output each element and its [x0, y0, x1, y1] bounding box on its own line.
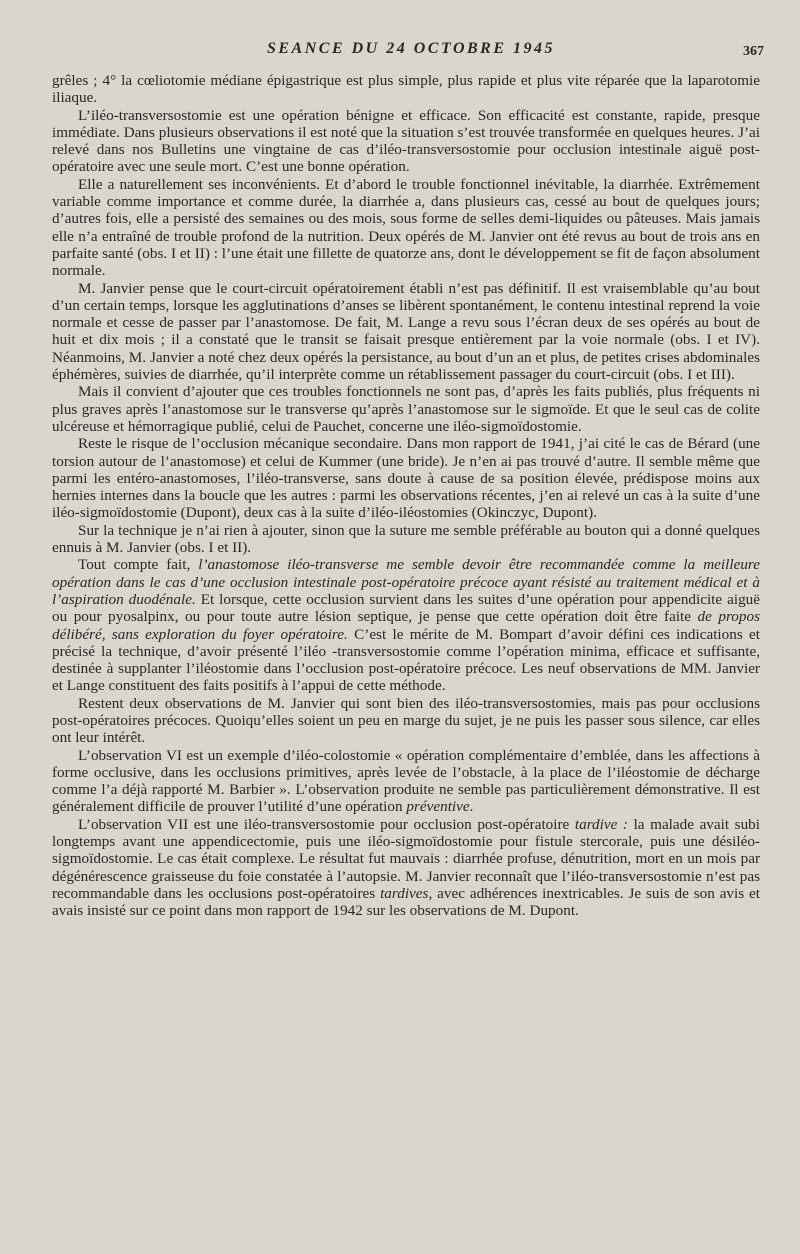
- text-run: M. Janvier pense que le court-circuit opératoirement établi n’est pas définitif. Il est vraisemblable qu’au bout d’un certain temps, lorsque les agglutinations d’anses se libèrent spontanément, le contenu intestinal reprend la voie normale et cesse de passer par l’anastomose. De fait, M. Lange a revu sous l’écran deux de ses opérés au bout de huit et dix mois ; il a constaté que le transit se faisait presque entièrement par la voie normale (obs. I et IV). Néanmoins, M. Janvier a noté chez deux opérés la persistance, au bout d’un an et plus, de petites crises abdominales éphémères, suivies de diarrhée, qu’il interprète comme un rétablissement passager du court-circuit (obs. I et III).: [52, 279, 760, 384]
- paragraph-11: [52, 816, 760, 920]
- text-run: Tout compte fait,: [78, 556, 199, 574]
- paragraph-7: [52, 522, 760, 557]
- paragraph-2: [52, 107, 760, 176]
- paragraph-6: [52, 435, 760, 521]
- running-title: SEANCE DU 24 OCTOBRE 1945: [266, 40, 556, 57]
- text-run: Restent deux observations de M. Janvier qui sont bien des iléo-transversostomies, mais pas pour occlusions post-opératoires précoces. Quoiqu’elles soient un peu en marge du sujet, je ne puis les passer sous silence, car elles ont leur intérêt.: [52, 694, 760, 747]
- text-run: Reste le risque de l’occlusion mécanique secondaire. Dans mon rapport de 1941, j’ai cité le cas de Bérard (une torsion autour de l’anastomose) et celui de Kummer (une bride). Je n’en ai pas trouvé d’autre. Il semble même que parmi les entéro-anastomoses, l’iléo-transverse, sans doute à cause de sa position élevée, prédispose moins aux hernies internes dans la boucle que les autres : parmi les observations récentes, j’en ai relevé un cas à la suite d’une iléo-sigmoïdostomie (Dupont), deux cas à la suite d’iléo-iléostomies (Okinczyc, Dupont).: [52, 435, 760, 522]
- text-run: Elle a naturellement ses inconvénients. Et d’abord le trouble fonctionnel inévitable, la diarrhée. Extrêmement variable comme importance et comme durée, la diarrhée a, dans plusieurs cas, cessé au bout de quelques jours; d’autres fois, elle a persisté des semaines ou des mois, sous forme de selles demi-liquides ou pâteuses. Mais jamais elle n’a entraîné de trouble profond de la nutrition. Deux opérés de M. Janvier ont été revus au bout de trois ans en parfaite santé (obs. I et II) : l’une était une fillette de quatorze ans, dont le développement se fit de façon absolument normale.: [52, 175, 760, 280]
- paragraph-5: [52, 383, 760, 435]
- text-run: L’observation VI est un exemple d’iléo-colostomie « opération complémentaire d’emblée, dans les affections à forme occlusive, dans les occlusions primitives, après levée de l’obstacle, à la place de l’iléostomie de décharge comme l’a déjà rapporté M. Barbier ». L’observation produite ne semble pas particulièrement démonstrative. Il est généralement difficile de prouver l’utilité d’une opération: [52, 746, 760, 816]
- text-run: grêles ; 4° la cœliotomie médiane épigastrique est plus simple, plus rapide et plus vite réparée que la laparotomie iliaque.: [52, 72, 760, 107]
- text-run: L’observation VII est une iléo-transversostomie pour occlusion post-opératoire: [78, 815, 575, 833]
- body-text: [52, 72, 760, 920]
- text-run: Et lorsque, cette occlusion survient dans les suites d’une opération pour appendicite aiguë ou pour pyosalpinx, ou pour toute autre lésion septique, je pense que cette opération doit être faite: [52, 590, 760, 626]
- paragraph-1: [52, 72, 760, 107]
- text-run: C’est le mérite de M. Bompart d’avoir défini ces indications et précisé la technique, d’avoir présenté l’iléo -transversostomie comme l’opération minima, efficace et suffisante, destinée à supplanter l’iléostomie dans l’occlusion post-opératoire précoce. Les neuf observations de MM. Janvier et Lange constituent des faits positifs à l’appui de cette méthode.: [52, 625, 760, 695]
- page-header: [52, 38, 770, 72]
- paragraph-10: [52, 747, 760, 816]
- italic-word: préventive: [406, 798, 470, 816]
- paragraph-4: [52, 280, 760, 384]
- paragraph-9: [52, 695, 760, 747]
- italic-word: tardive :: [574, 815, 628, 833]
- text-run: .: [469, 798, 474, 816]
- page-number: 367: [743, 44, 764, 59]
- text-run: Mais il convient d’ajouter que ces troubles fonctionnels ne sont pas, d’après les faits publiés, plus fréquents ni plus graves après l’anastomose sur le transverse qu’après l’anastomose sur le sigmoïde. Et que le seul cas de colite ulcéreuse et hémorragique publié, celui de Pauchet, concerne une iléo-sigmoïdostomie.: [52, 383, 760, 435]
- text-run: la malade avait subi longtemps avant une appendicectomie, puis une iléo-sigmoïdostomie pour fistule stercorale, puis une désiléo-sigmoïdostomie. Le cas était complexe. Le résultat fut mauvais : diarrhée profuse, dénutrition, mort en un mois par dégénérescence graisseuse du foie constatée à l’autopsie. M. Janvier reconnaît que l’iléo-transversostomie n’est pas recommandable dans les occlusions post-opératoires: [52, 815, 760, 902]
- paragraph-3: [52, 176, 760, 280]
- italic-phrase: de propos délibéré, sans exploration du foyer opératoire.: [52, 608, 760, 643]
- text-run: Sur la technique je n’ai rien à ajouter, sinon que la suture me semble préférable au bouton qui a donné quelques ennuis à M. Janvier (obs. I et II).: [52, 521, 760, 557]
- italic-conclusion: l’anastomose iléo-transverse me semble devoir être recommandée comme la meilleure opération dans le cas d’une occlusion intestinale post-opératoire précoce ayant résisté au traitement médical et à l’aspiration duodénale.: [52, 556, 760, 608]
- text-run: avec adhérences inextricables. Je suis de son avis et avais insisté sur ce point dans mon rapport de 1942 sur les observations de M. Dupont.: [52, 884, 760, 920]
- paragraph-8: [52, 556, 760, 694]
- text-run: L’iléo-transversostomie est une opération bénigne et efficace. Son efficacité est constante, rapide, presque immédiate. Dans plusieurs observations il est noté que la situation s’est trouvée transformée en quelques heures. J’ai relevé dans nos Bulletins une vingtaine de cas d’iléo-transversostomie pour occlusion intestinale aiguë post-opératoire avec une seule mort. C’est une bonne opération.: [52, 106, 760, 176]
- italic-word: tardives,: [380, 884, 433, 902]
